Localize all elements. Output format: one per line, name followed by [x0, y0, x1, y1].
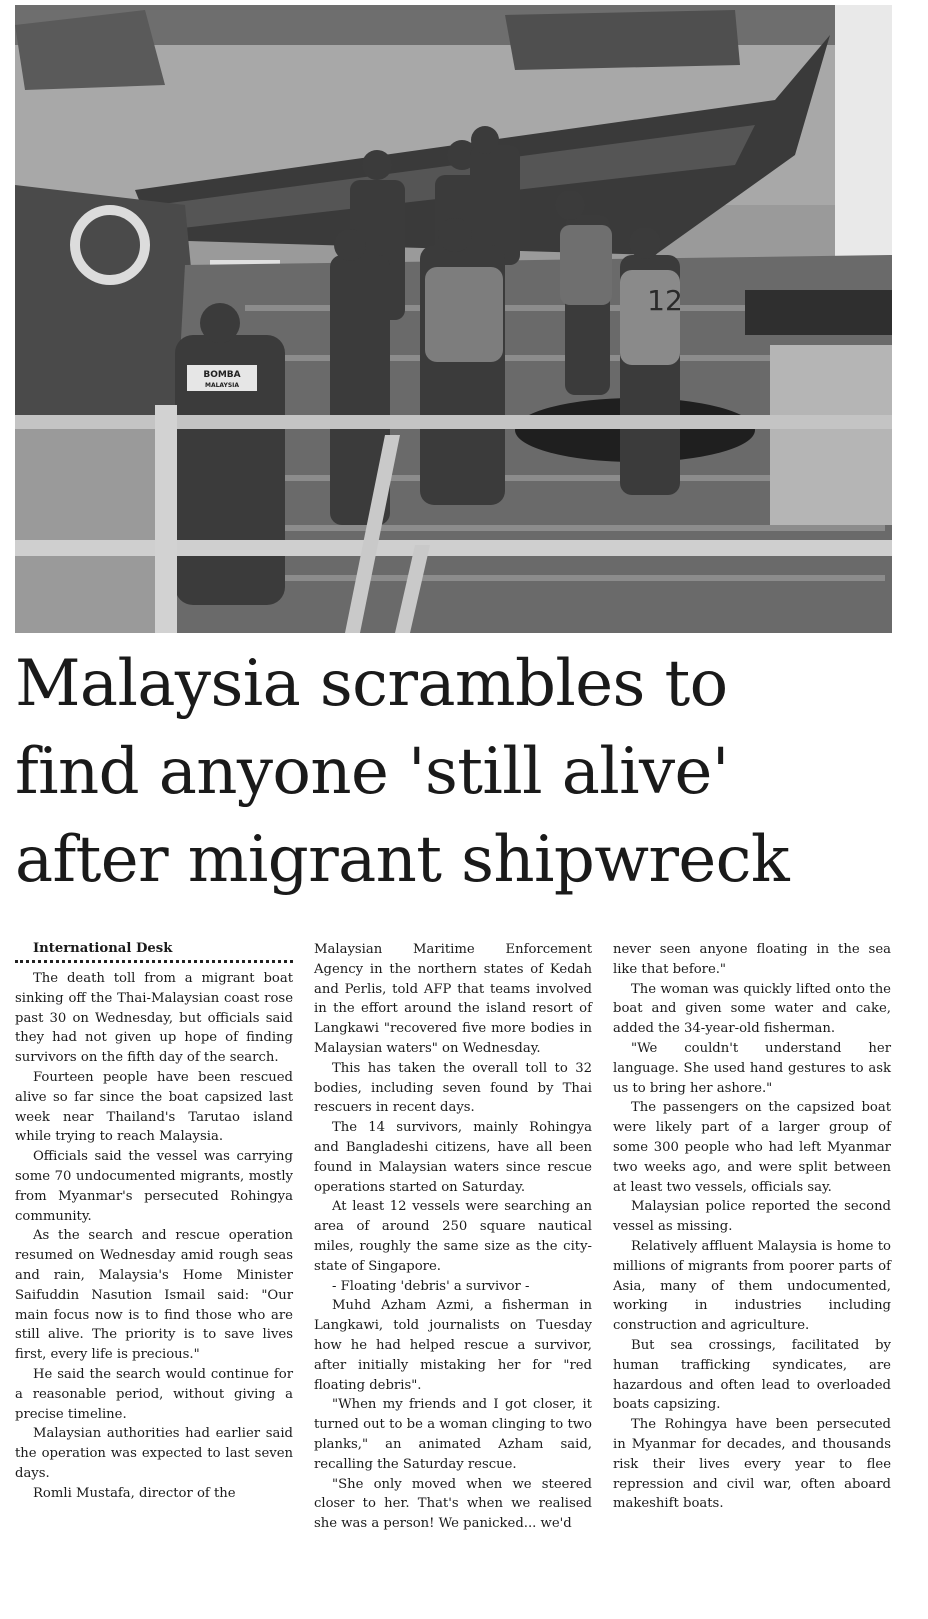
headline — [15, 640, 915, 904]
paragraph: As the search and rescue operation resumed on Wednesday amid rough seas and rain, Malaysia's Home Minister Saifuddin Nasution Ismail said: "Our main focus now is to find those who are still alive. The priority is to save lives first, every life is precious." — [15, 1228, 293, 1363]
rescue-photo — [15, 5, 892, 633]
article-column-3 — [613, 940, 891, 1514]
paragraph: Relatively affluent Malaysia is home to millions of migrants from poorer parts of Asia, many of them undocumented, working in industries including construction and agriculture. — [613, 1238, 891, 1334]
subheading: - Floating 'debris' a survivor - — [332, 1278, 530, 1294]
paragraph: The 14 survivors, mainly Rohingya and Bangladeshi citizens, have all been found in Malaysian waters since rescue operations started on Saturday. — [314, 1120, 592, 1195]
paragraph: "We couldn't understand her language. She used hand gestures to ask us to bring her ashore." — [613, 1040, 891, 1096]
paragraph: Malaysian police reported the second vessel as missing. — [613, 1199, 891, 1235]
byline-divider — [15, 960, 293, 963]
paragraph: Fourteen people have been rescued alive so far since the boat capsized last week near Thailand's Tarutao island while trying to reach Malaysia. — [15, 1069, 293, 1145]
headline-line-2: find anyone 'still alive' — [15, 735, 729, 809]
paragraph: The passengers on the capsized boat were likely part of a larger group of some 300 people who had left Myanmar two weeks ago, and were split between at least two vessels, officials say. — [613, 1100, 891, 1195]
paragraph: "When my friends and I got closer, it turned out to be a woman clinging to two planks," an animated Azham said, recalling the Saturday rescue. — [314, 1397, 592, 1472]
article-column-1 — [15, 940, 293, 1504]
paragraph: Malaysian authorities had earlier said the operation was expected to last seven days. — [15, 1426, 293, 1481]
paragraph: The death toll from a migrant boat sinking off the Thai-Malaysian coast rose past 30 on Wednesday, but officials said they had not given up hope of finding survivors on the fifth day of the search. — [15, 971, 293, 1066]
byline: International Desk — [33, 941, 173, 956]
paragraph: But sea crossings, facilitated by human trafficking syndicates, are hazardous and often lead to overloaded boats capsizing. — [613, 1337, 891, 1413]
paragraph: Romli Mustafa, director of the — [33, 1485, 236, 1501]
paragraph: The woman was quickly lifted onto the boat and given some water and cake, added the 34-year-old fisherman. — [613, 981, 891, 1037]
paragraph: Officials said the vessel was carrying some 70 undocumented migrants, mostly from Myanmar's persecuted Rohingya community. — [15, 1149, 293, 1224]
vest-label-sub: MALAYSIA — [204, 382, 240, 389]
article-column-2 — [314, 940, 592, 1534]
shirt-number: 12 — [647, 284, 683, 317]
paragraph-continued: never seen anyone floating in the sea like that before." — [613, 942, 891, 977]
vest-label: BOMBA — [203, 370, 241, 380]
paragraph: This has taken the overall toll to 32 bodies, including seven found by Thai rescuers in recent days. — [314, 1060, 592, 1116]
paragraph: The Rohingya have been persecuted in Myanmar for decades, and thousands risk their lives every year to flee repression and civil war, often aboard makeshift boats. — [613, 1417, 891, 1512]
paragraph: At least 12 vessels were searching an area of around 250 square nautical miles, roughly the same size as the city-state of Singapore. — [314, 1199, 592, 1274]
photo-drawing — [15, 5, 892, 633]
headline-line-3: after migrant shipwreck — [15, 823, 790, 897]
headline-line-1: Malaysia scrambles to — [15, 647, 728, 721]
paragraph-continued: Malaysian Maritime Enforcement Agency in the northern states of Kedah and Perlis, told AFP that teams involved in the effort around the island resort of Langkawi "recovered five more bodies in Malaysian waters" on Wednesday. — [314, 942, 592, 1056]
paragraph: "She only moved when we steered closer to her. That's when we realised she was a person! We panicked... we'd — [314, 1476, 592, 1532]
paragraph: He said the search would continue for a reasonable period, without giving a precise timeline. — [15, 1366, 293, 1422]
article-body — [15, 940, 892, 1610]
paragraph: Muhd Azham Azmi, a fisherman in Langkawi, told journalists on Tuesday how he had helped rescue a survivor, after initially mistaking her for "red floating debris". — [314, 1298, 592, 1393]
